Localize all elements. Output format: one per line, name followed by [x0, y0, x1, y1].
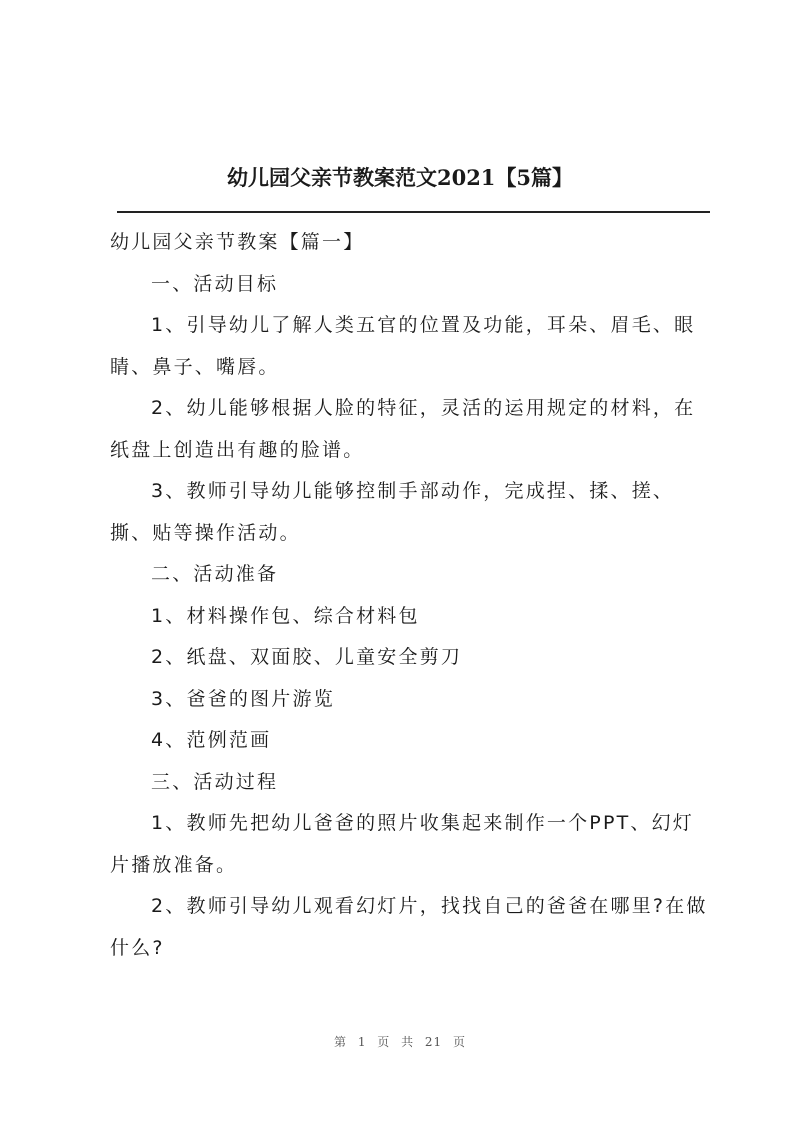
paragraph: 1、材料操作包、综合材料包 — [151, 604, 420, 627]
paragraph-heading-process: 三、活动过程 — [151, 770, 279, 793]
paragraph-heading-preparation: 二、活动准备 — [151, 563, 279, 585]
page-number: 第 1 页 共 21 页 — [334, 1035, 466, 1049]
title-underline — [117, 211, 710, 213]
paragraph: 3、教师引导幼儿能够控制手部动作，完成捏、揉、搓、撕、贴等操作活动。 — [110, 480, 675, 544]
document-body — [110, 222, 710, 969]
section-heading: 幼儿园父亲节教案【篇一】 — [110, 231, 365, 253]
paragraph: 2、纸盘、双面胶、儿童安全剪刀 — [151, 646, 463, 668]
paragraph: 1、教师先把幼儿爸爸的照片收集起来制作一个PPT、幻灯片播放准备。 — [110, 812, 695, 876]
paragraph: 4、范例范画 — [151, 729, 272, 751]
paragraph: 2、教师引导幼儿观看幻灯片，找找自己的爸爸在哪里?在做什么? — [110, 895, 708, 959]
paragraph-heading-goals: 一、活动目标 — [151, 272, 279, 295]
paragraph: 2、幼儿能够根据人脸的特征，灵活的运用规定的材料，在纸盘上创造出有趣的脸谱。 — [110, 397, 696, 461]
paragraph: 1、引导幼儿了解人类五官的位置及功能，耳朵、眉毛、眼睛、鼻子、嘴唇。 — [110, 314, 696, 378]
document-title: 幼儿园父亲节教案范文2021【5篇】 — [226, 165, 574, 190]
paragraph: 3、爸爸的图片游览 — [151, 687, 335, 710]
